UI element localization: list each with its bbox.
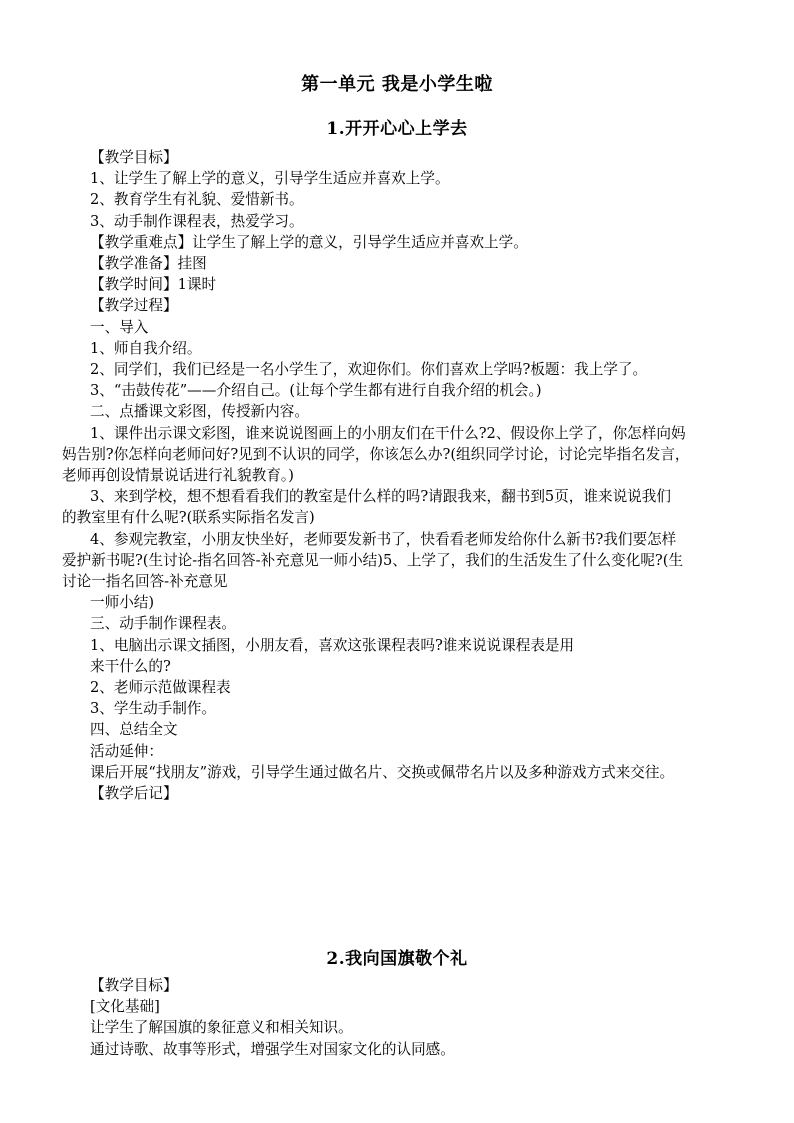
text-line: 三、动手制作课程表。 [90,615,236,633]
text-line: 【教学重难点】让学生了解上学的意义，引导学生适应并喜欢上学。 [90,233,528,251]
text-line: 2、老师示范做课程表 [90,679,231,697]
paragraph-line: 妈告别?你怎样向老师问好?见到不认识的同学，你该怎么办?(组织同学讨论，讨论完毕指名发言， [62,445,690,463]
text-line: 1、电脑出示课文插图，小朋友看，喜欢这张课程表吗?谁来说说课程表是用 [90,636,575,654]
lesson2-body [90,975,770,1060]
paragraph-line: 4、参观完教室，小朋友快坐好，老师要发新书了，快看看老师发给你什么新书?我们要怎样 [90,530,677,548]
text-line: 【教学目标】 [90,977,178,994]
paragraph-line: 1、课件出示课文彩图，谁来说说图画上的小朋友们在干什么?2、假设你上学了，你怎样向妈 [90,424,686,442]
text-line: 1、让学生了解上学的意义，引导学生适应并喜欢上学。 [90,170,450,188]
lesson1-title: 1.开开心心上学去 [326,119,468,139]
text-line: 【教学目标】 [90,149,178,166]
text-line: 课后开展“找朋友”游戏，引导学生通过做名片、交换或佩带名片以及多种游戏方式来交往。 [90,763,675,781]
paragraph-line: 3、来到学校，想不想看看我们的教室是什么样的吗?请跟我来，翻书到5页，谁来说说我们 [90,488,671,506]
paragraph-line: 讨论一指名回答-补充意见 [62,573,228,591]
text-line: 3、“击鼓传花”——介绍自己。(让每个学生都有进行自我介绍的机会。) [90,382,542,400]
lesson1-body [62,147,770,804]
text-line: 【教学准备】挂图 [90,255,207,273]
text-line: 3、动手制作课程表，热爱学习。 [90,212,304,230]
text-line: 【教学后记】 [90,785,178,803]
text-line: 活动延伸： [90,742,163,760]
text-line: 来干什么的? [90,657,171,675]
text-line: 1、师自我介绍。 [90,339,202,357]
text-line: 四、总结全文 [90,721,178,739]
text-line: 【教学过程】 [90,297,178,315]
text-line: 2、同学们，我们已经是一名小学生了，欢迎你们。你们喜欢上学吗?板题：我上学了。 [90,361,648,379]
text-line: 【教学时间】1课时 [90,276,217,294]
paragraph-line: 老师再创设情景说话进行礼貌教育。) [62,467,294,485]
text-line: 一师小结) [90,594,155,612]
text-line: 一、导入 [90,318,149,336]
text-line: 二、点播课文彩图，传授新内容。 [90,403,309,421]
unit-title: 第一单元 我是小学生啦 [301,74,493,95]
text-line: 让学生了解国旗的象征意义和相关知识。 [90,1019,353,1037]
lesson2-title: 2.我向国旗敬个礼 [326,949,468,969]
text-line: 2、教育学生有礼貌、爱惜新书。 [90,191,304,209]
text-line: 通过诗歌、故事等形式，增强学生对国家文化的认同感。 [90,1040,455,1058]
text-line: [文化基础] [90,998,160,1016]
text-line: 3、学生动手制作。 [90,700,217,718]
paragraph-line: 爱护新书呢?(生讨论-指名回答-补充意见一师小结)5、上学了，我们的生活发生了什么变化呢?(生 [62,551,684,569]
paragraph-line: 的教室里有什么呢?(联系实际指名发言) [62,509,315,527]
